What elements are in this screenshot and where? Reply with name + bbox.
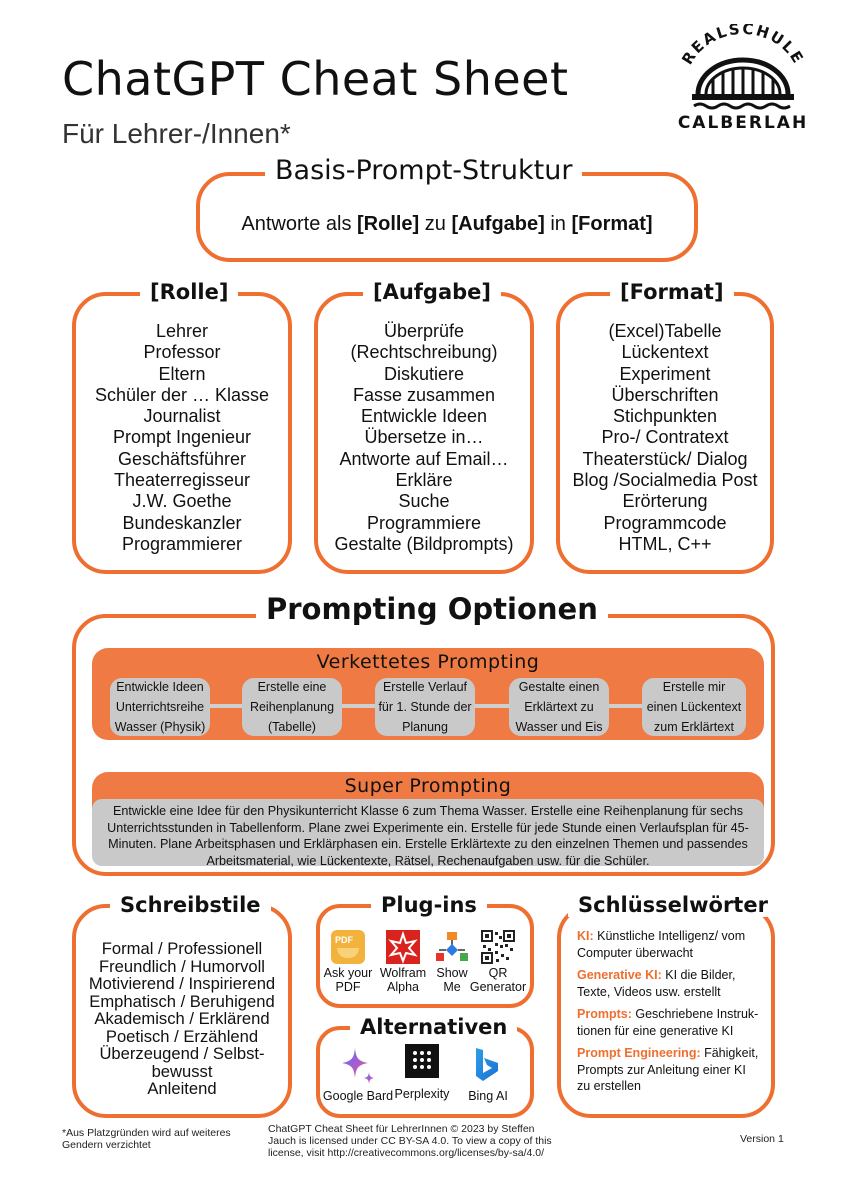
list-item: Überschriften	[611, 384, 719, 405]
formula-in: in	[544, 213, 572, 235]
pdf-badge: PDF	[335, 935, 353, 945]
super-band	[92, 772, 764, 866]
list-item: Erörterung	[622, 491, 708, 512]
list-item: Formal / Professionell	[101, 939, 263, 958]
keyword-list	[577, 928, 769, 1095]
alt-label: Google Bard	[322, 1089, 394, 1103]
schluessel-heading: Schlüsselwörter	[568, 893, 778, 917]
list-item: Stichpunkten	[612, 406, 718, 427]
keyword-entry: Prompts: Geschriebene Instruk- tionen für eine generative KI	[577, 1007, 759, 1038]
perplexity-icon	[405, 1044, 439, 1078]
schreibstile-list	[72, 940, 292, 1098]
list-item: Antworte auf Email…	[339, 448, 509, 469]
bing-icon	[472, 1046, 502, 1084]
list-item: Experiment	[619, 363, 711, 384]
list-item: Journalist	[143, 406, 221, 427]
chain-step: Entwickle Ideen Unterrichtsreihe Wasser (Physik)	[110, 678, 210, 736]
plugins-heading: Plug-ins	[371, 893, 487, 917]
keyword-entry: Generative KI: KI die Bilder, Texte, Videos usw. erstellt	[577, 968, 736, 999]
list-item: HTML, C++	[618, 533, 712, 554]
list-item: Übersetze in…	[364, 427, 484, 448]
plugin-label: Wolfram Alpha	[379, 966, 427, 994]
super-title: Super Prompting	[344, 775, 512, 797]
formula-pre: Antworte als	[241, 213, 357, 235]
alternativen-heading: Alternativen	[350, 1015, 517, 1039]
bridge-icon	[668, 24, 818, 136]
list-item: Geschäftsführer	[117, 448, 247, 469]
list-item: (Excel)Tabelle	[608, 321, 722, 341]
list-item: Anleitend	[147, 1079, 217, 1098]
format-list	[556, 321, 774, 555]
list-item: Programmiere	[366, 512, 482, 533]
chain-step: Erstelle eine Reihenplanung (Tabelle)	[242, 678, 342, 736]
list-item: Lückentext	[621, 342, 709, 363]
formula-rolle: [Rolle]	[357, 213, 420, 235]
formula-aufgabe: [Aufgabe]	[451, 213, 545, 235]
list-item: Schüler der … Klasse	[94, 384, 270, 405]
basis-formula	[196, 213, 698, 236]
optionen-heading: Prompting Optionen	[256, 592, 608, 626]
gender-note: *Aus Platzgründen wird auf weiteres Gendern verzichtet	[62, 1127, 231, 1151]
license-text: ChatGPT Cheat Sheet für LehrerInnen © 2023 by Steffen Jauch is licensed under CC BY-SA 4.0. To view a copy of this license, visit http://creativecommons.org/licenses/by-sa/4.0/	[268, 1123, 552, 1159]
formula-zu: zu	[419, 213, 452, 235]
page-title: ChatGPT Cheat Sheet	[62, 52, 569, 106]
list-item: Professor	[143, 342, 221, 363]
list-item: Überprüfe	[383, 321, 465, 341]
list-item: Emphatisch / Beruhigend	[89, 991, 275, 1011]
list-item: Akademisch / Erklärend	[94, 1009, 270, 1028]
chain-band	[92, 648, 764, 740]
chain-title: Verkettetes Prompting	[316, 651, 540, 673]
rolle-heading: [Rolle]	[140, 280, 238, 304]
list-item: Eltern	[158, 363, 206, 384]
list-item: Entwickle Ideen	[360, 406, 488, 427]
logo-top-text: REALSCHULE	[678, 24, 808, 68]
list-item: Bundeskanzler	[122, 512, 242, 533]
super-prompt-text: Entwickle eine Idee für den Physikunterricht Klasse 6 zum Thema Wasser. Erstelle eine Reihenplanung für sechs Unterrichtsstunden in Tabellenform. Plane zwei Experimente ein. Erstelle für jede Stunde einen Verlaufsplan für 45- Minuten. Plane Arbeitsphasen und Erklärphasen ein. Erstelle Erklärtexte zu den einzelnen Themen und passendes Arbeitsmaterial, wie Lückentexte, Rätsel, Rechenaufgaben usw. für die Schüler.	[92, 799, 764, 866]
list-item: (Rechtschreibung)	[350, 342, 498, 363]
list-item: Theaterstück/ Dialog	[582, 448, 748, 469]
version-label: Version 1	[740, 1133, 784, 1145]
list-item: Programmierer	[121, 533, 243, 554]
logo-bottom-text: CALBERLAH	[677, 113, 809, 133]
keyword-entry: KI: Künstliche Intelligenz/ vom Computer überwacht	[577, 929, 746, 960]
list-item: Blog /Socialmedia Post	[572, 470, 758, 491]
formula-format: [Format]	[571, 213, 653, 235]
list-item: Prompt Ingenieur	[112, 427, 252, 448]
chain-step: Gestalte einen Erklärtext zu Wasser und Eis	[509, 678, 609, 736]
list-item: Lehrer	[155, 321, 209, 341]
basis-heading: Basis-Prompt-Struktur	[265, 155, 582, 186]
page-subtitle: Für Lehrer-/Innen*	[62, 118, 291, 149]
sparkle-icon	[338, 1046, 378, 1086]
list-item: Suche	[398, 491, 450, 512]
list-item: Pro-/ Contratext	[601, 427, 729, 448]
chain-step: Erstelle Verlauf für 1. Stunde der Planung	[375, 678, 475, 736]
diagram-icon	[435, 930, 469, 964]
school-logo	[668, 24, 818, 136]
list-item: Freundlich / Humorvoll	[99, 956, 265, 976]
list-item: Poetisch / Erzählend	[105, 1026, 259, 1046]
list-item: bewusst	[151, 1061, 213, 1081]
keyword-entry: Prompt Engineering: Fähigkeit, Prompts zur Anleitung einer KI zu erstellen	[577, 1046, 759, 1093]
list-item: Programmcode	[603, 512, 727, 533]
format-heading: [Format]	[610, 280, 734, 304]
list-item: Erkläre	[395, 470, 453, 491]
rolle-list	[72, 321, 292, 555]
alt-label: Perplexity	[394, 1087, 450, 1101]
plugin-label: Show Me	[436, 966, 468, 994]
list-item: Theaterregisseur	[113, 470, 251, 491]
list-item: J.W. Goethe	[132, 491, 232, 512]
alt-label: Bing AI	[468, 1089, 508, 1103]
aufgabe-list	[314, 321, 534, 555]
list-item: Diskutiere	[383, 363, 465, 384]
list-item: Fasse zusammen	[352, 384, 496, 405]
pdf-icon	[331, 930, 365, 964]
plugin-label: QR Generator	[469, 966, 527, 994]
list-item: Überzeugend / Selbst-	[99, 1044, 265, 1063]
wolfram-icon	[386, 930, 420, 964]
qr-icon	[481, 930, 515, 964]
aufgabe-heading: [Aufgabe]	[363, 280, 501, 304]
chain-step: Erstelle mir einen Lückentext zum Erklärtext	[642, 678, 746, 736]
list-item: Motivierend / Inspirierend	[88, 974, 276, 993]
schreibstile-heading: Schreibstile	[110, 893, 271, 917]
list-item: Gestalte (Bildprompts)	[334, 533, 514, 554]
plugin-label: Ask your PDF	[323, 966, 373, 994]
